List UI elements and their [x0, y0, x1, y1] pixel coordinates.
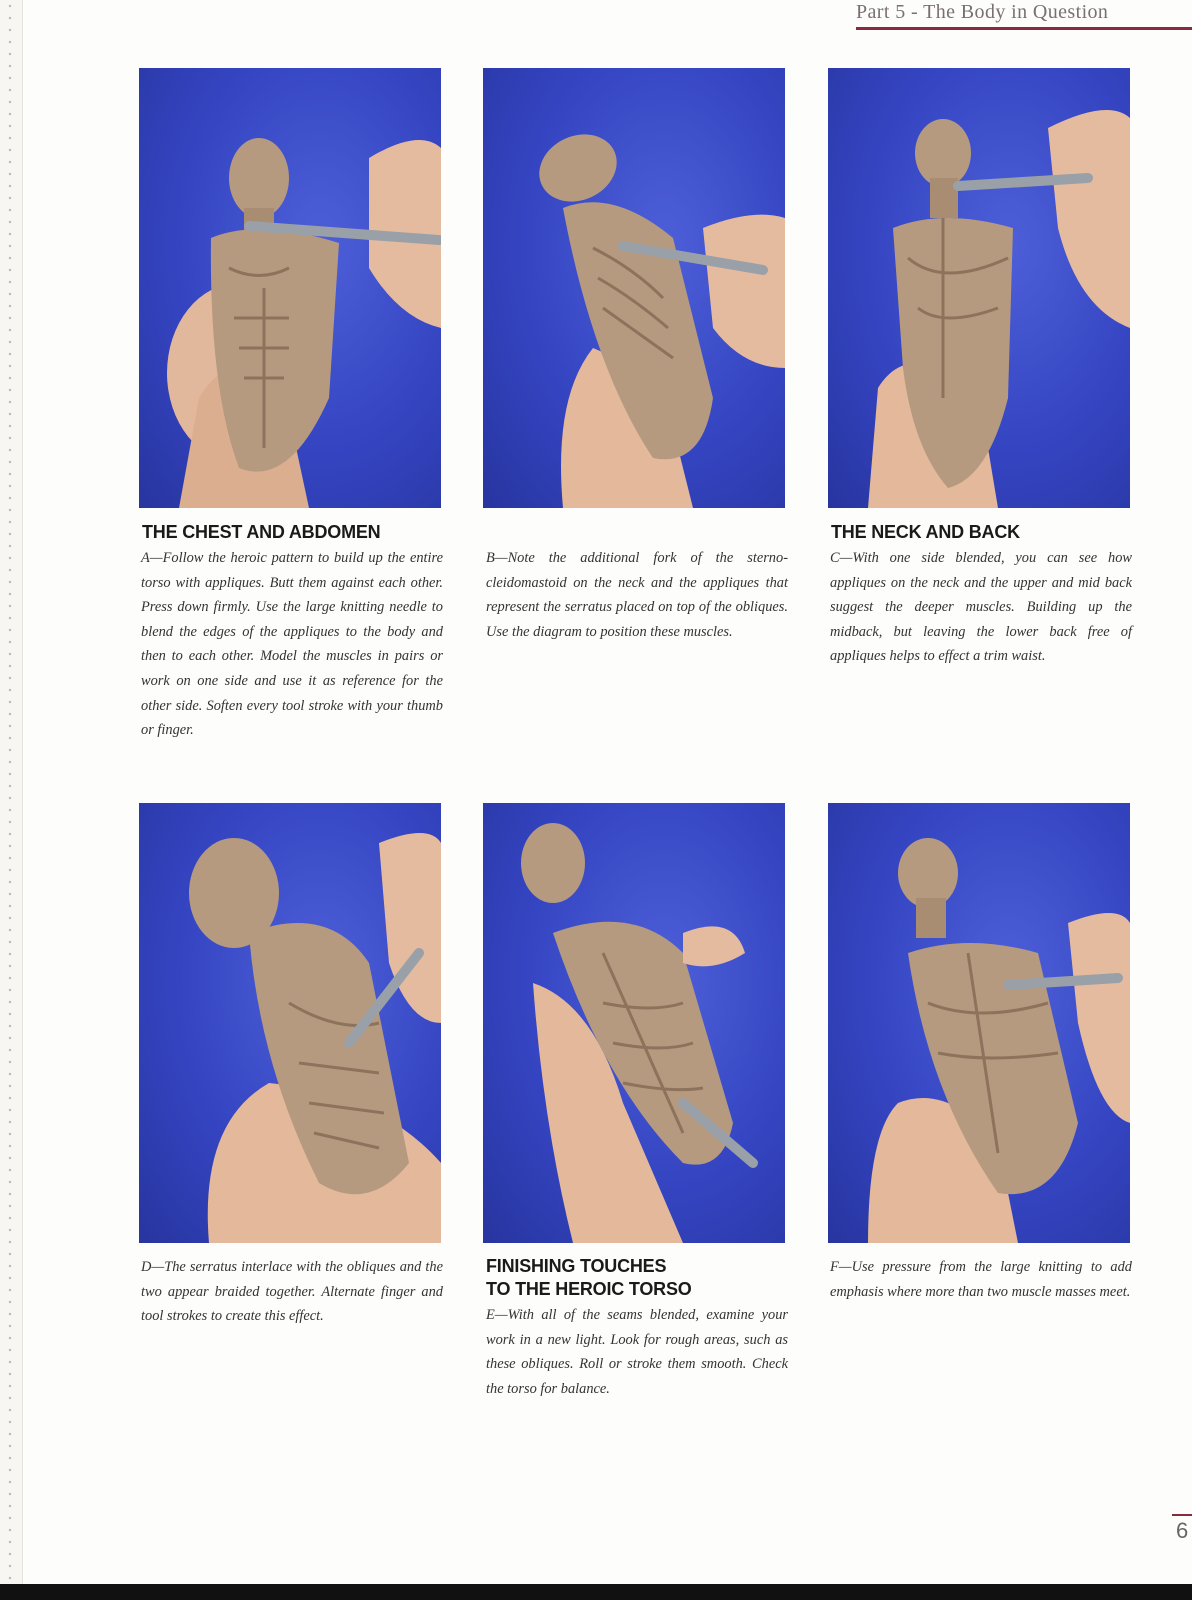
photo-b-illustration	[483, 68, 785, 508]
heading-finishing-touches-line1: FINISHING TOUCHES	[486, 1256, 667, 1276]
binding-edge	[0, 0, 23, 1584]
photo-chest-and-abdomen	[139, 68, 441, 508]
photo-finishing-touches	[483, 803, 785, 1243]
caption-b: B—Note the additional fork of the sternocleidomastoid on the neck and the appliques that represent the serratus placed on top of the obliques. Use the diagram to position these muscles.	[486, 550, 788, 640]
photo-a-illustration	[139, 68, 441, 508]
page-number: 6	[1176, 1518, 1189, 1543]
photo-d-illustration	[139, 803, 441, 1243]
photo-e-illustration	[483, 803, 785, 1243]
caption-f: F—Use pressure from the large knitting to add emphasis where more than two muscle masses meet.	[830, 1259, 1132, 1300]
caption-a: A—Follow the heroic pattern to build up the entire torso with appliques. Butt them against each other. Press down firmly. Use the large knitting needle to blend the edges of the appliques to the body and then to each other. Model the muscles in pairs or work on one side and use it as reference for the other side. Soften every tool stroke with your thumb or finger.	[141, 550, 443, 739]
running-head-rule	[856, 27, 1192, 30]
running-head: Part 5 - The Body in Question	[856, 1, 1109, 23]
photo-c-illustration	[828, 68, 1130, 508]
photo-serratus-interlace	[139, 803, 441, 1243]
caption-c: C—With one side blended, you can see how appliques on the neck and the upper and mid back suggest the deeper muscles. Building up the midback, but leaving the lower back free of appliques helps to effect a trim waist.	[830, 550, 1132, 665]
photo-f-illustration	[828, 803, 1130, 1243]
photo-serratus-appliques	[483, 68, 785, 508]
caption-e: E—With all of the seams blended, examine your work in a new light. Look for rough areas, such as these obliques. Roll or stroke them smooth. Check the torso for balance.	[486, 1307, 788, 1397]
photo-neck-and-back	[828, 68, 1130, 508]
caption-d: D—The serratus interlace with the obliques and the two appear braided together. Alternate finger and tool strokes to create this effect.	[141, 1259, 443, 1325]
photo-pressure-emphasis	[828, 803, 1130, 1243]
heading-chest-and-abdomen: THE CHEST AND ABDOMEN	[142, 522, 381, 542]
heading-finishing-touches-line2: TO THE HEROIC TORSO	[486, 1279, 692, 1299]
heading-neck-and-back: THE NECK AND BACK	[831, 522, 1020, 542]
folio-rule	[1172, 1514, 1192, 1516]
scan-bottom-edge	[0, 1584, 1192, 1600]
binding-perforation	[8, 0, 12, 1584]
